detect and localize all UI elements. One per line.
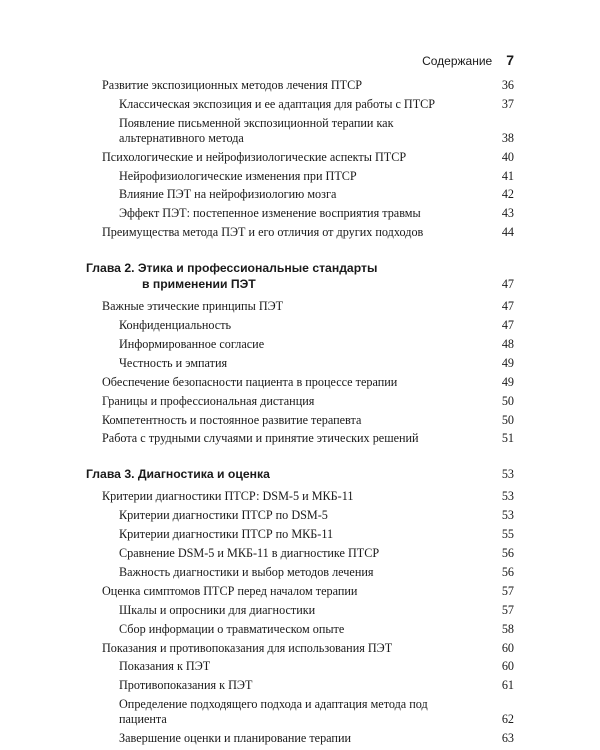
toc-entry[interactable]: Компетентность и постоянное развитие терапевта 50 xyxy=(102,412,514,427)
toc-entry[interactable]: Психологические и нейрофизиологические аспекты ПТСР 40 xyxy=(102,149,514,164)
toc-entry[interactable]: Влияние ПЭТ на нейрофизиологию мозга 42 xyxy=(119,187,514,202)
toc-entry[interactable]: Сбор информации о травматическом опыте 58 xyxy=(119,621,514,636)
page-number: 7 xyxy=(506,52,514,68)
toc-entry[interactable]: Конфиденциальность 47 xyxy=(119,318,514,333)
running-header xyxy=(422,52,514,68)
toc-entry[interactable]: Эффект ПЭТ: постепенное изменение восприятия травмы 43 xyxy=(119,206,514,221)
toc-entry[interactable]: Критерии диагностики ПТСР по DSM-5 53 xyxy=(119,508,514,523)
toc-entry[interactable]: Обеспечение безопасности пациента в процессе терапии 49 xyxy=(102,374,514,389)
chapter-title: Глава 3. Диагностика и оценка xyxy=(86,467,270,482)
chapter-title: Глава 2. Этика и профессиональные стандарты в применении ПЭТ xyxy=(86,261,378,292)
toc-entry[interactable]: Развитие экспозиционных методов лечения ПТСР 36 xyxy=(102,78,514,92)
toc-entry[interactable]: Честность и эмпатия 49 xyxy=(119,355,514,370)
toc-entry[interactable]: Завершение оценки и планирование терапии 63 xyxy=(119,731,514,746)
chapter-heading[interactable] xyxy=(86,260,514,292)
toc-entry[interactable]: Определение подходящего подхода и адаптация метода под пациента 62 xyxy=(119,697,514,727)
toc-entry[interactable]: Показания и противопоказания для использования ПЭТ 60 xyxy=(102,640,514,655)
chapter-page: 53 xyxy=(501,467,514,482)
toc-entry[interactable]: Важность диагностики и выбор методов лечения 56 xyxy=(119,565,514,580)
toc-entry[interactable]: Работа с трудными случаями и принятие этических решений 51 xyxy=(102,431,514,446)
table-of-contents xyxy=(86,78,514,750)
toc-entry[interactable]: Критерии диагностики ПТСР по МКБ-11 55 xyxy=(119,527,514,542)
toc-entry[interactable]: Критерии диагностики ПТСР: DSM-5 и МКБ-11 53 xyxy=(102,489,514,504)
toc-entry[interactable]: Важные этические принципы ПЭТ 47 xyxy=(102,299,514,314)
toc-entry[interactable]: Показания к ПЭТ 60 xyxy=(119,659,514,674)
toc-entry[interactable]: Противопоказания к ПЭТ 61 xyxy=(119,678,514,693)
toc-entry[interactable]: Шкалы и опросники для диагностики 57 xyxy=(119,602,514,617)
chapter-heading[interactable] xyxy=(86,466,514,482)
chapter-page: 47 xyxy=(501,277,514,292)
toc-entry[interactable]: Появление письменной экспозиционной терапии как альтернативного метода 38 xyxy=(119,115,514,145)
toc-entry[interactable]: Нейрофизиологические изменения при ПТСР 41 xyxy=(119,168,514,183)
toc-entry[interactable]: Классическая экспозиция и ее адаптация для работы с ПТСР 37 xyxy=(119,96,514,111)
toc-entry[interactable]: Границы и профессиональная дистанция 50 xyxy=(102,393,514,408)
toc-entry[interactable]: Преимущества метода ПЭТ и его отличия от других подходов 44 xyxy=(102,225,514,240)
toc-entry[interactable]: Оценка симптомов ПТСР перед началом терапии 57 xyxy=(102,583,514,598)
toc-entry[interactable]: Сравнение DSM-5 и МКБ-11 в диагностике ПТСР 56 xyxy=(119,546,514,561)
toc-entry[interactable]: Информированное согласие 48 xyxy=(119,337,514,352)
section-title: Содержание xyxy=(422,54,493,68)
